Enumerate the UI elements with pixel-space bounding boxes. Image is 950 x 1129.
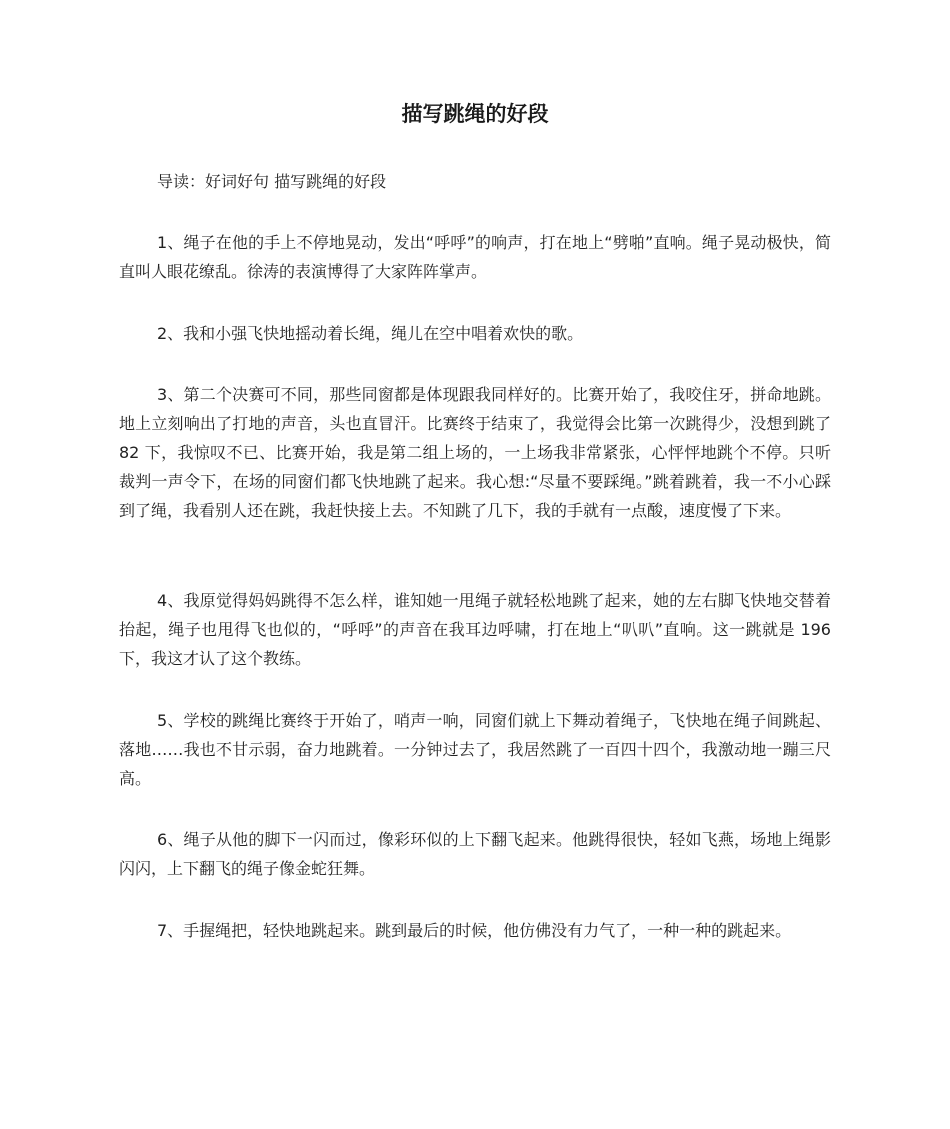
paragraph-7: 7、手握绳把，轻快地跳起来。跳到最后的时候，他仿佛没有力气了，一种一种的跳起来。 (157, 921, 792, 940)
paragraph-4: 4、我原觉得妈妈跳得不怎么样，谁知她一甩绳子就轻松地跳了起来，她的左右脚飞快地交替着抬起，绳子也甩得飞也似的，“呼呼”的声音在我耳边呼啸，打在地上“叭叭”直响。这一跳就是 196 下，我这才认了这个教练。 (119, 591, 831, 668)
document-title: 描写跳绳的好段 (401, 102, 549, 126)
paragraph-2: 2、我和小强飞快地摇动着长绳，绳儿在空中唱着欢快的歌。 (157, 324, 584, 343)
intro-paragraph: 导读：好词好句 描写跳绳的好段 (157, 172, 387, 191)
paragraph-5: 5、学校的跳绳比赛终于开始了，哨声一响，同窗们就上下舞动着绳子，飞快地在绳子间跳起、落地……我也不甘示弱，奋力地跳着。一分钟过去了，我居然跳了一百四十四个，我激动地一蹦三尺高。 (119, 711, 831, 788)
paragraph-6: 6、绳子从他的脚下一闪而过，像彩环似的上下翻飞起来。他跳得很快，轻如飞燕，场地上绳影闪闪，上下翻飞的绳子像金蛇狂舞。 (119, 830, 831, 878)
paragraph-1: 1、绳子在他的手上不停地晃动，发出“呼呼”的响声，打在地上“劈啪”直响。绳子晃动极快，简直叫人眼花缭乱。徐涛的表演博得了大家阵阵掌声。 (119, 233, 831, 281)
paragraph-3: 3、第二个决赛可不同，那些同窗都是体现跟我同样好的。比赛开始了，我咬住牙，拼命地跳。地上立刻响出了打地的声音，头也直冒汗。比赛终于结束了，我觉得会比第一次跳得少，没想到跳了 82 下，我惊叹不已、比赛开始，我是第二组上场的，一上场我非常紧张，心怦怦地跳个不停。只听裁判一声令下，在场的同窗们都飞快地跳了起来。我心想:“尽量不要踩绳。”跳着跳着，我一不小心踩到了绳，我看别人还在跳，我赶快接上去。不知跳了几下，我的手就有一点酸，速度慢了下来。 (119, 385, 831, 520)
